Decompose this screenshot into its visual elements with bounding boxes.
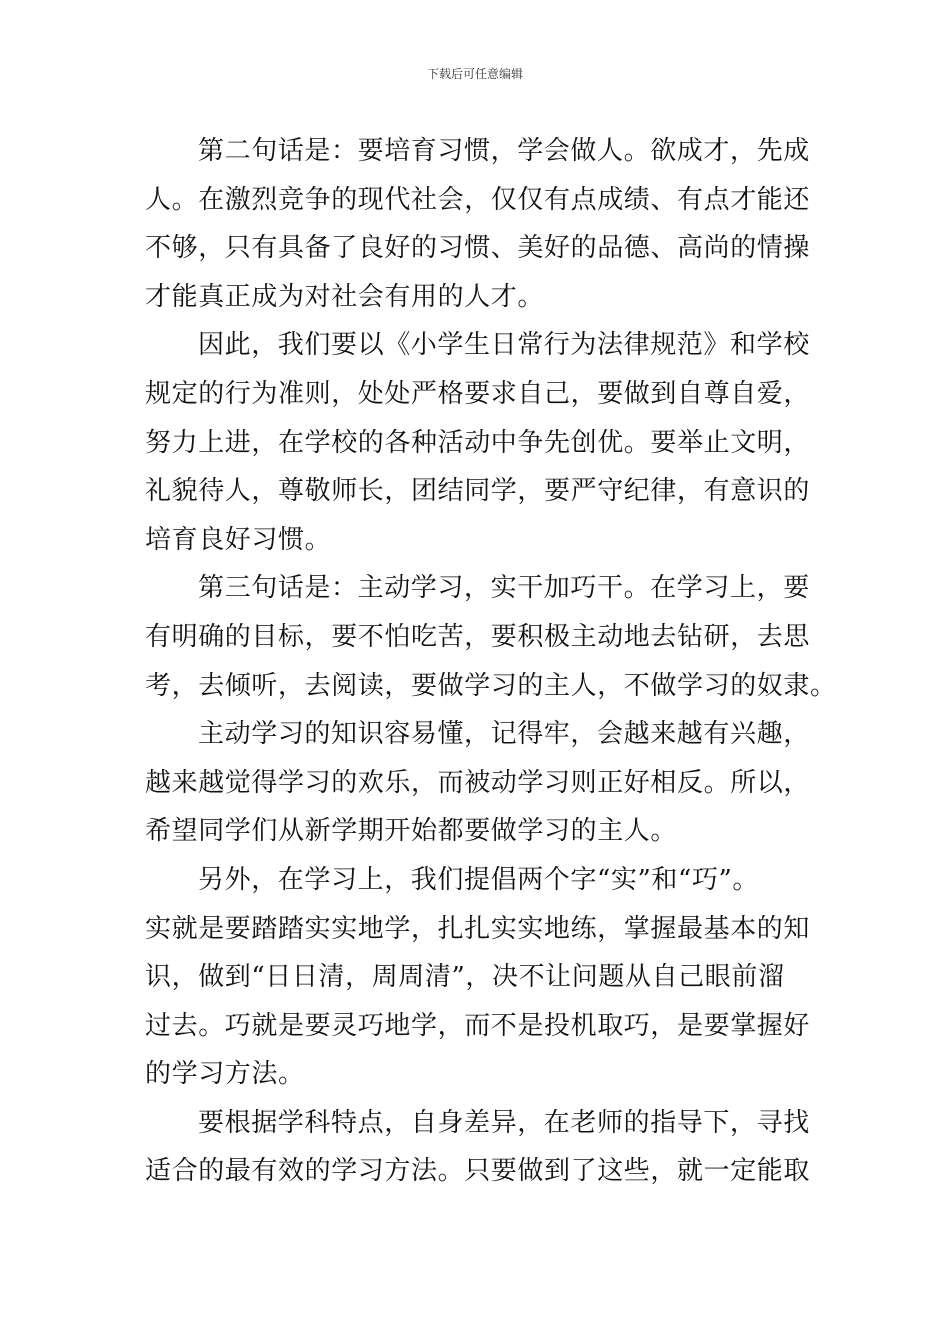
text-line: 的学习方法。 [145, 1059, 305, 1090]
text-line: 希望同学们从新学期开始都要做学习的主人。 [145, 816, 678, 847]
text-line: 适合的最有效的学习方法。只要做到了这些，就一定能取 [145, 1156, 811, 1187]
text-line: 第三句话是：主动学习，实干加巧干。在学习上，要 [198, 573, 810, 604]
text-line: 礼貌待人，尊敬师长，团结同学，要严守纪律，有意识的 [145, 476, 811, 507]
text-line: 第二句话是：要培育习惯，学会做人。欲成才，先成 [198, 136, 810, 166]
text-line: 实就是要踏踏实实地学，扎扎实实地练，掌握最基本的知 [145, 913, 811, 944]
body-text [145, 127, 837, 1196]
text-line: 要根据学科特点，自身差异，在老师的指导下，寻找 [198, 1107, 810, 1138]
text-line: 才能真正成为对社会有用的人才。 [145, 281, 545, 312]
text-line: 考，去倾听，去阅读，要做学习的主人，不做学习的奴隶。 [145, 670, 837, 701]
text-line: 过去。巧就是要灵巧地学，而不是投机取巧，是要掌握好 [145, 1010, 811, 1041]
text-line: 努力上进，在学校的各种活动中争先创优。要举止文明， [145, 427, 811, 458]
text-line: 有明确的目标，要不怕吃苦，要积极主动地去钻研，去思 [145, 621, 811, 652]
text-line: 培育良好习惯。 [145, 524, 332, 555]
text-line: 越来越觉得学习的欢乐，而被动学习则正好相反。所以， [145, 767, 811, 798]
text-line: 主动学习的知识容易懂，记得牢，会越来越有兴趣， [198, 719, 810, 750]
text-line: 规定的行为准则，处处严格要求自己，要做到自尊自爱， [145, 378, 811, 409]
text-line: 因此，我们要以《小学生日常行为法律规范》和学校 [198, 330, 810, 361]
text-line: 另外，在学习上，我们提倡两个字“实”和“巧”。 [198, 864, 759, 895]
text-line: 识，做到“日日清，周周清”，决不让问题从自己眼前溜 [145, 962, 785, 993]
page-header: 下载后可任意编辑 [426, 67, 523, 81]
text-line: 人。在激烈竞争的现代社会，仅仅有点成绩、有点才能还 [145, 184, 811, 215]
text-line: 不够，只有具备了良好的习惯、美好的品德、高尚的情操 [145, 233, 811, 264]
